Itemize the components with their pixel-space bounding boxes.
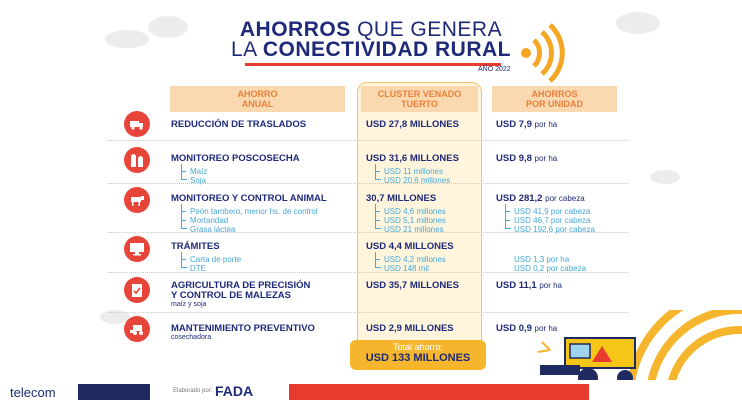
row-label-traslados: REDUCCIÓN DE TRASLADOS (171, 119, 307, 130)
row-label-animal: MONITOREO Y CONTROL ANIMAL (171, 193, 327, 204)
sub-carta-porte: Carta de porte (190, 255, 242, 264)
unit-suffix: por ha (534, 154, 558, 163)
cloud-decoration (650, 170, 680, 184)
note-maiz-soja: maíz y soja (171, 301, 207, 308)
bracket-tick (505, 211, 510, 212)
title-light: LA (230, 38, 263, 61)
silo-icon (124, 147, 150, 173)
bracket-tick (375, 259, 380, 260)
row-label-poscosecha: MONITOREO POSCOSECHA (171, 153, 300, 164)
note-cosechadora: cosechadora (171, 334, 212, 341)
title-bold-2: CONECTIVIDAD RURAL (262, 38, 512, 61)
subtotal-peon: USD 4,6 millones (384, 207, 446, 216)
sub-mortandad: Mortandad (190, 216, 229, 225)
harvester-illustration-icon (530, 310, 742, 390)
unit-suffix: por ha (539, 281, 562, 290)
sub-dte: DTE (190, 264, 206, 273)
fada-logo: FADA (215, 383, 254, 399)
bracket-tick (375, 220, 380, 221)
subunit-peon: USD 41,9 por cabeza (514, 207, 591, 216)
subtotal-maiz: USD 11 millones (384, 167, 443, 176)
header-cluster: CLUSTER VENADO TUERTO (361, 86, 478, 112)
total-agricultura: USD 35,7 MILLONES (366, 280, 459, 291)
row-separator (108, 140, 628, 141)
total-traslados: USD 27,8 MILLONES (366, 119, 459, 130)
unit-suffix: por ha (534, 120, 558, 129)
bracket-line (181, 204, 187, 229)
bracket-tick (505, 220, 510, 221)
bracket-tick (181, 171, 186, 172)
wifi-signal-icon (520, 22, 572, 84)
subtotal-grasa: USD 21 millones (384, 225, 444, 234)
row-separator (108, 183, 628, 184)
truck-icon (124, 111, 150, 137)
bracket-line (375, 252, 381, 268)
bracket-line (181, 252, 187, 268)
cow-icon (124, 187, 150, 213)
subtotal-dte: USD 148 mil (384, 264, 429, 273)
clipboard-icon (124, 277, 150, 303)
unit-traslados (496, 119, 557, 130)
total-tramites: USD 4,4 MILLONES (366, 241, 454, 252)
unit-value: USD 281,2 (496, 193, 543, 204)
total-poscosecha: USD 31,6 MILLONES (366, 153, 459, 164)
bracket-tick (181, 259, 186, 260)
header-por-unidad: AHORROS POR UNIDAD (492, 86, 617, 112)
title-rest: QUE GENERA (350, 18, 503, 41)
sub-soja: Soja (190, 176, 207, 185)
title-line-2 (0, 38, 742, 62)
title-underline (245, 63, 501, 66)
sub-grasa: Grasa láctea (190, 225, 236, 234)
header-ahorro-anual: AHORRO ANUAL (170, 86, 345, 112)
navy-band (78, 384, 150, 400)
footer-red-band (289, 384, 589, 400)
year-label: AÑO 2022 (478, 66, 511, 73)
bracket-line (505, 204, 511, 229)
subtotal-carta-porte: USD 4,2 millones (384, 255, 446, 264)
bracket-line (181, 164, 187, 180)
harvester-icon (124, 316, 150, 342)
title-bold: AHORROS (239, 18, 351, 41)
unit-value: USD 11,1 (496, 280, 537, 291)
row-label-mantenimiento: MANTENIMIENTO PREVENTIVO (171, 323, 315, 334)
row-label-agricultura-2: Y CONTROL DE MALEZAS (171, 290, 291, 301)
bracket-tick (181, 220, 186, 221)
unit-suffix: por ha (534, 324, 558, 333)
sub-maiz: Maíz (190, 167, 208, 176)
subunit-carta-porte: USD 1,3 por ha (514, 255, 570, 264)
total-label: Total ahorro: (392, 342, 444, 352)
unit-value: USD 0,9 (496, 323, 532, 334)
bracket-tick (375, 171, 380, 172)
unit-value: USD 9,8 (496, 153, 532, 164)
unit-value: USD 7,9 (496, 119, 532, 130)
unit-agricultura (496, 280, 562, 291)
sub-peon: Peón tambero, menor hs. de control (190, 207, 318, 216)
computer-icon (124, 236, 150, 262)
subunit-grasa: USD 192,6 por cabeza (514, 225, 595, 234)
subtotal-mortandad: USD 5,1 millones (384, 216, 446, 225)
unit-suffix: por cabeza (545, 194, 585, 203)
row-label-agricultura: AGRICULTURA DE PRECISIÓN (171, 280, 311, 291)
unit-animal (496, 193, 585, 204)
telecom-logo: telecom (10, 385, 56, 400)
subtotal-soja: USD 20,6 millones (384, 176, 451, 185)
bracket-tick (181, 211, 186, 212)
total-animal: 30,7 MILLONES (366, 193, 437, 204)
total-ahorro-badge (350, 340, 486, 370)
bracket-tick (375, 211, 380, 212)
total-mantenimiento: USD 2,9 MILLONES (366, 323, 454, 334)
row-label-tramites: TRÁMITES (171, 241, 220, 252)
elaborado-label: Elaborado por: (173, 388, 213, 394)
subunit-dte: USD 0,2 por cabeza (514, 264, 587, 273)
bracket-line (375, 164, 381, 180)
subunit-mortandad: USD 46,7 por cabeza (514, 216, 591, 225)
bracket-line (375, 204, 381, 229)
unit-poscosecha (496, 153, 557, 164)
total-value: USD 133 MILLONES (365, 352, 471, 364)
